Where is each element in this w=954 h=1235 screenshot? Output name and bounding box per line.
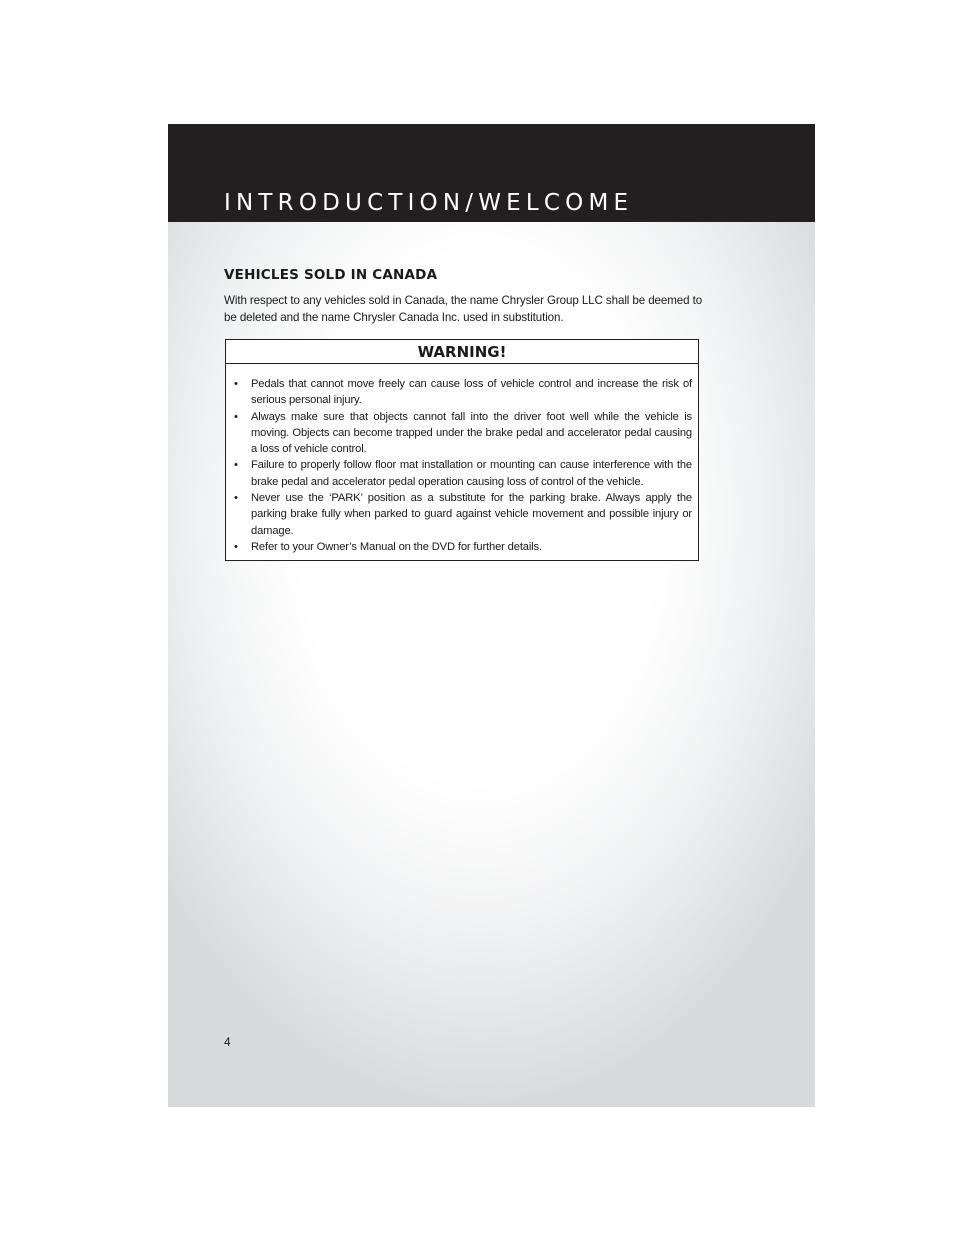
warning-item [232, 490, 692, 539]
warning-item-text: Failure to properly follow floor mat installation or mounting can cause interference with the brake pedal and accelerator pedal operation causing loss of control of the vehicle. [251, 459, 692, 488]
bullet-icon: • [234, 410, 238, 423]
warning-title: WARNING! [417, 343, 507, 361]
manual-page [168, 124, 815, 1107]
section-body: With respect to any vehicles sold in Canada, the name Chrysler Group LLC shall be deemed to be deleted and the name Chrysler Canada Inc. used in substitution. [224, 294, 703, 324]
warning-item-text: Pedals that cannot move freely can cause loss of vehicle control and increase the risk of serious personal injury. [251, 378, 692, 407]
warning-title-bar [226, 340, 698, 364]
bullet-icon: • [234, 540, 238, 553]
header-band [168, 124, 815, 222]
warning-item [232, 376, 692, 409]
warning-list [226, 364, 698, 555]
bullet-icon: • [234, 459, 238, 472]
warning-item [232, 539, 692, 555]
bullet-icon: • [234, 492, 238, 505]
page-number: 4 [224, 1035, 231, 1049]
warning-box [225, 339, 699, 561]
warning-item-text: Always make sure that objects cannot fall into the driver foot well while the vehicle is moving. Objects can become trapped under the brake pedal and accelerator pedal causing a loss of vehicle control. [251, 410, 692, 456]
page-title: INTRODUCTION/WELCOME [224, 190, 634, 216]
bullet-icon: • [234, 378, 238, 390]
section-heading: VEHICLES SOLD IN CANADA [224, 267, 438, 283]
warning-item [232, 409, 692, 458]
warning-item-text: Refer to your Owner’s Manual on the DVD for further details. [251, 540, 542, 553]
warning-item [232, 457, 692, 490]
warning-item-text: Never use the ‘PARK’ position as a substitute for the parking brake. Always apply the parking brake fully when parked to guard against vehicle movement and possible injury or damage. [251, 492, 692, 537]
